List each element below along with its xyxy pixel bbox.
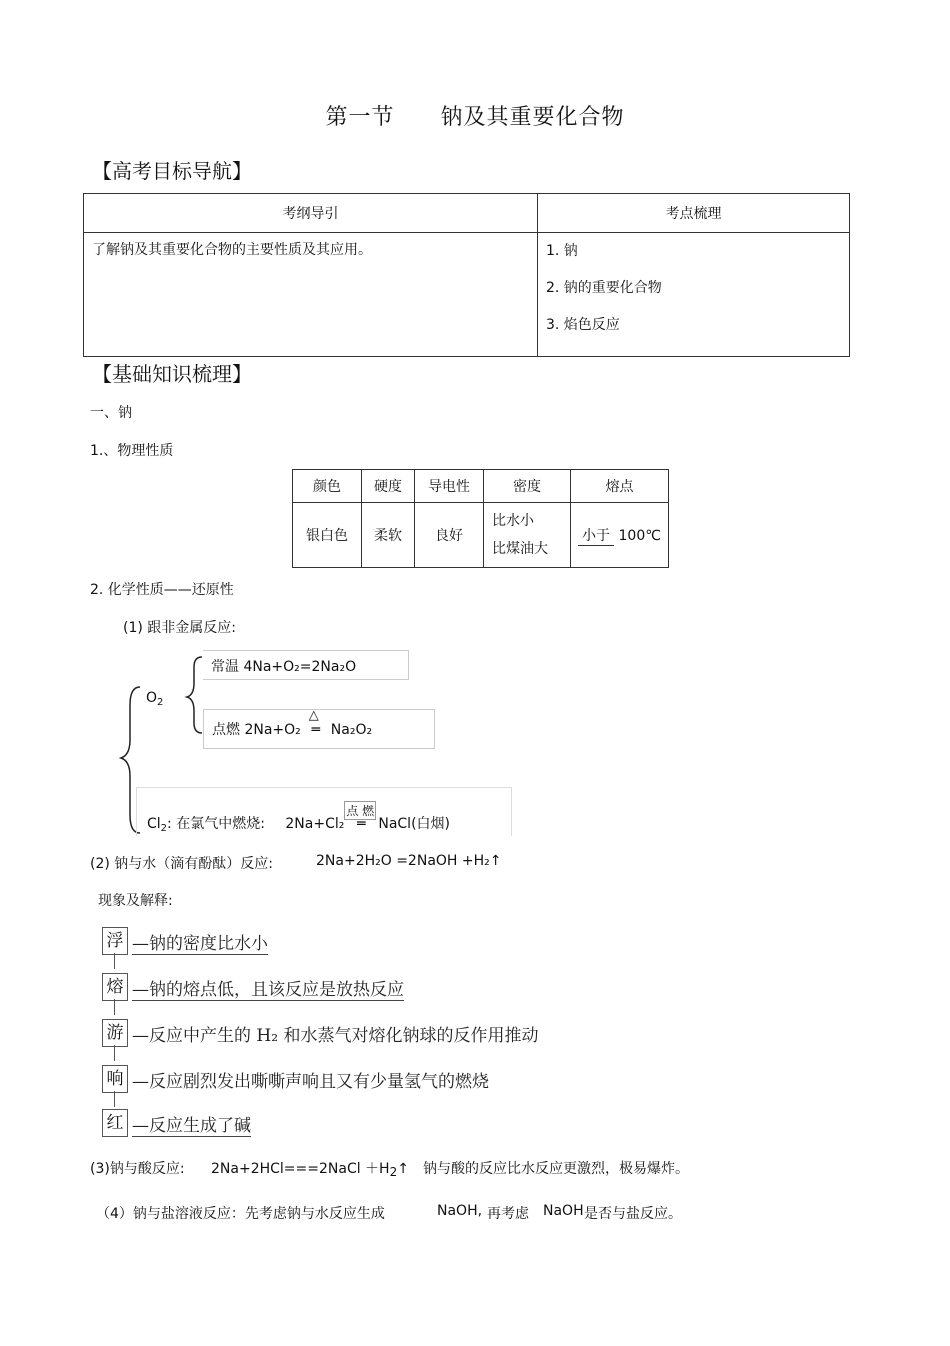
phys-header: 导电性 [415, 470, 484, 503]
phenomenon-text: —钠的密度比水小 [132, 934, 268, 954]
o2-ignite-eq: 点燃 2Na+O₂ [212, 722, 301, 738]
phys-conductivity: 良好 [415, 503, 484, 568]
o2-ignite-box [203, 709, 435, 749]
cl2-line: $Cl_2$: 在氯气中燃烧: 2Na+Cl₂ 点 燃 ═ NaCl(白烟) [147, 813, 450, 834]
connector-line [114, 1091, 115, 1107]
heat-condition: △ ═ [301, 710, 331, 750]
section-heading-basics: 【基础知识梳理】 [92, 362, 252, 386]
guide-header-left: 考纲导引 [84, 194, 538, 233]
cl2-product: NaCl(白烟) [378, 816, 450, 832]
phys-hardness: 柔软 [362, 503, 415, 568]
phenomenon-char-melt: 熔 [102, 973, 128, 1001]
phys-header: 硬度 [362, 470, 415, 503]
phys-density [484, 503, 571, 568]
density-water: 比水小 [492, 513, 534, 529]
heading-sodium: 一、钠 [90, 405, 132, 421]
heading-phenomena: 现象及解释: [98, 893, 173, 909]
connector-line [114, 1045, 115, 1061]
ignite-condition: 点 燃 ═ [344, 816, 378, 832]
phenomenon-text: —反应剧烈发出嘶嘶声响且又有少量氢气的燃烧 [132, 1072, 489, 1092]
o2-label: $O_2$ [146, 690, 164, 708]
guide-header-right: 考点梳理 [538, 194, 850, 233]
heading-salt: （4）钠与盐溶液反应：先考虑钠与水反应生成 [96, 1206, 385, 1222]
density-kerosene: 比煤油大 [492, 541, 548, 557]
phenomenon-text: —反应生成了碱 [132, 1116, 251, 1136]
phenomenon-char-sound: 响 [102, 1065, 128, 1093]
heading-water: (2) 钠与水（滴有酚酞）反应: [90, 856, 273, 872]
phys-header: 颜色 [293, 470, 362, 503]
inner-brace-icon [187, 657, 202, 733]
acid-equation: 2Na+2HCl===2NaCl ＋H2↑ [211, 1161, 409, 1179]
cl2-desc: : 在氯气中燃烧: [167, 816, 265, 832]
phenomenon-char-red: 红 [102, 1109, 128, 1137]
acid-note: 钠与酸的反应比水反应更激烈，极易爆炸。 [423, 1161, 689, 1177]
heading-physical: 1.、物理性质 [90, 443, 174, 459]
o2-room-temp-box [203, 650, 409, 680]
o2-ignite-product: Na₂O₂ [330, 722, 373, 738]
salt-naoh-2: NaOH [543, 1203, 584, 1219]
cl2-label: Cl [147, 816, 161, 832]
section-heading-goals: 【高考目标导航】 [92, 159, 252, 183]
kp-item: 3. 焰色反应 [546, 317, 620, 333]
phys-melting [571, 503, 669, 568]
heading-chemical: 2. 化学性质——还原性 [90, 582, 234, 598]
connector-line [114, 953, 115, 969]
salt-naoh-1: NaOH, [437, 1203, 483, 1219]
ignite-label: 点 燃 [344, 801, 376, 820]
melting-prefix: 小于 [578, 525, 614, 546]
phys-color: 银白色 [293, 503, 362, 568]
physical-table [292, 469, 669, 568]
connector-line [114, 999, 115, 1015]
phys-header: 熔点 [571, 470, 669, 503]
kp-item: 2. 钠的重要化合物 [546, 280, 662, 296]
phys-header: 密度 [484, 470, 571, 503]
o2-room-temp-eq: 常温 4Na+O₂=2Na₂O [211, 659, 357, 675]
heading-nonmetal: (1) 跟非金属反应: [123, 620, 236, 636]
guide-left-cell: 了解钠及其重要化合物的主要性质及其应用。 [84, 233, 538, 357]
guide-table [83, 193, 850, 357]
triangle-icon: △ [308, 708, 319, 723]
salt-tail: 是否与盐反应。 [584, 1206, 682, 1222]
guide-right-cell [538, 233, 850, 357]
phenomenon-char-swim: 游 [102, 1019, 128, 1047]
phenomenon-text: —反应中产生的 H₂ 和水蒸气对熔化钠球的反作用推动 [132, 1026, 539, 1046]
phenomenon-char-float: 浮 [102, 927, 128, 955]
water-equation: 2Na+2H₂O =2NaOH +H₂↑ [316, 853, 502, 869]
heading-acid: (3)钠与酸反应: [90, 1161, 185, 1177]
page-title: 第一节 钠及其重要化合物 [325, 105, 625, 130]
cl2-eq: 2Na+Cl₂ [285, 816, 345, 832]
phenomena-chart [100, 925, 545, 1140]
kp-item: 1. 钠 [546, 243, 578, 259]
phenomenon-text: —钠的熔点低，且该反应是放热反应 [132, 980, 404, 1000]
salt-mid: 再考虑 [487, 1206, 529, 1222]
melting-value: 100℃ [618, 527, 661, 544]
